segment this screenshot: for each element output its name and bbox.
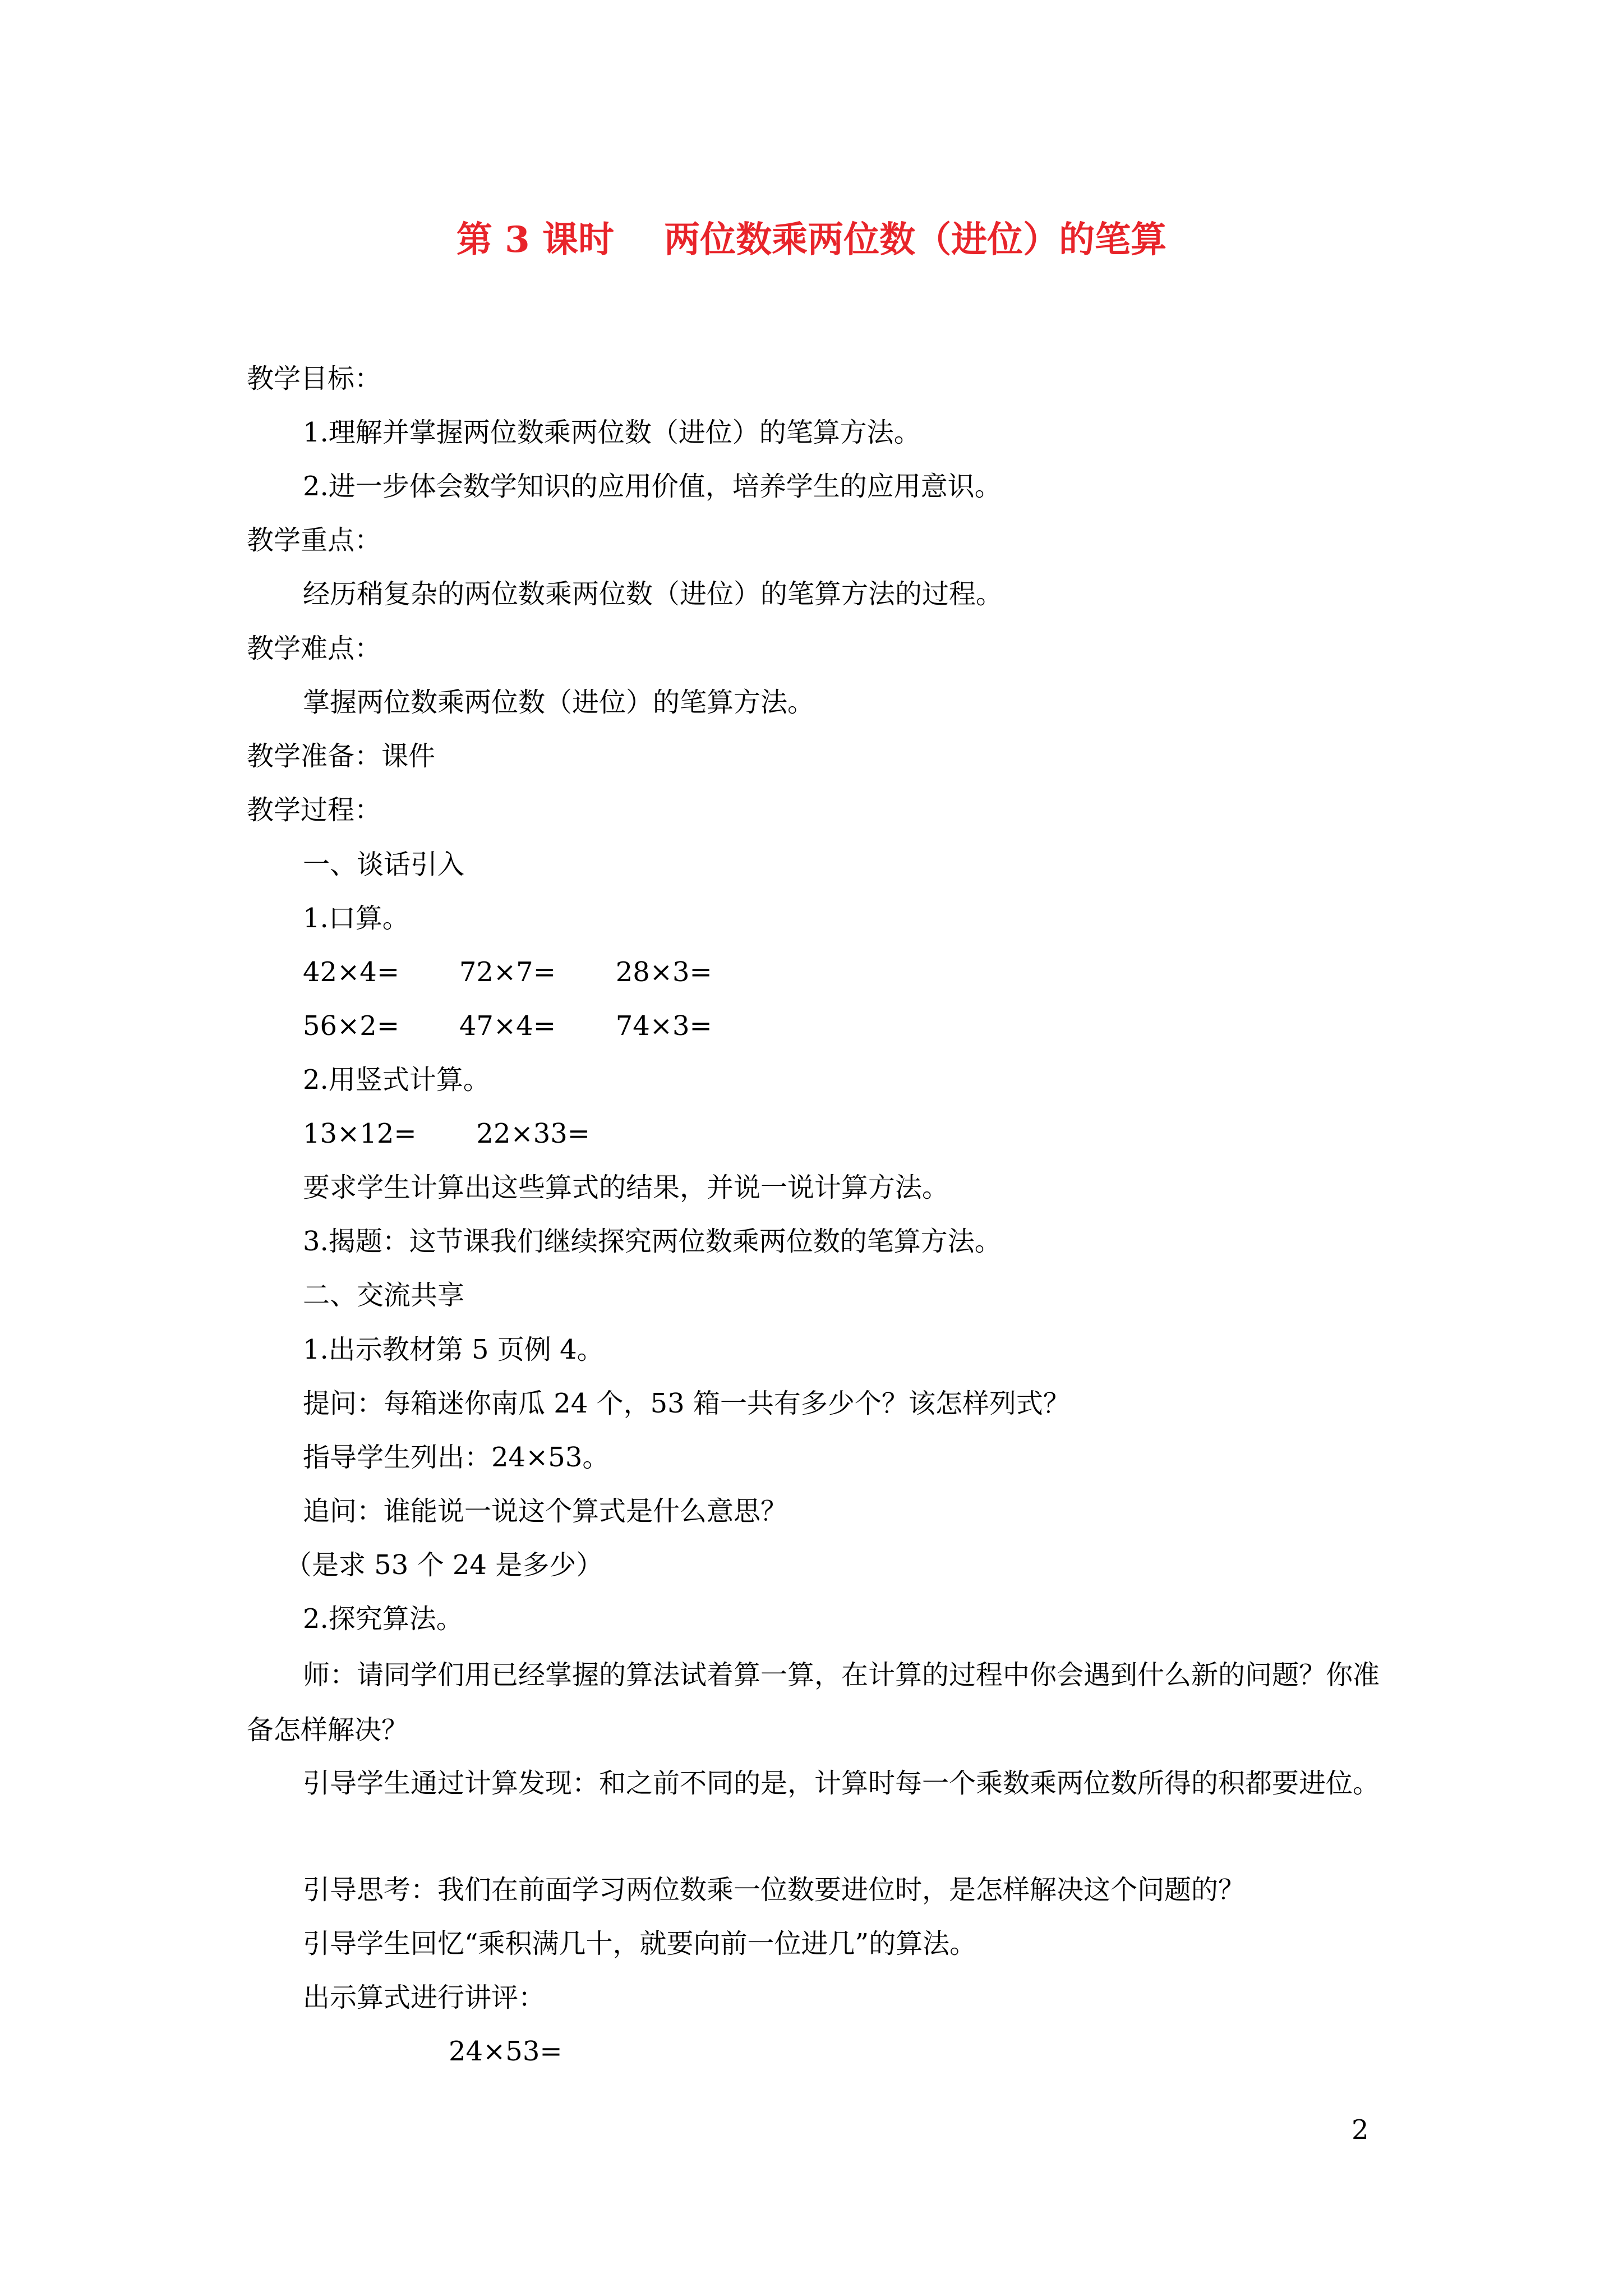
answer-note: （是求 53 个 24 是多少）: [285, 1549, 603, 1581]
discovery-paragraph: 引导学生通过计算发现：和之前不同的是，计算时每一个乘数乘两位数所得的积都要进位。: [303, 1768, 1380, 1799]
heading-objectives: 教学目标：: [247, 363, 382, 394]
vertical-calc-row: 13×12= 22×33=: [303, 1118, 590, 1149]
teacher-prompt-paragraph: 师：请同学们用已经掌握的算法试着算一算，在计算的过程中你会遇到什么新的问题？你准备怎样解决？: [247, 1659, 1380, 1746]
follow-up-question: 追问：谁能说一说这个算式是什么意思？: [303, 1496, 788, 1527]
show-example-line: 1.出示教材第 5 页例 4。: [303, 1334, 604, 1365]
step-vertical-calc: 2.用竖式计算。: [303, 1064, 490, 1096]
difficulty-text: 掌握两位数乘两位数（进位）的笔算方法。: [303, 687, 815, 718]
objective-2: 2.进一步体会数学知识的应用价值，培养学生的应用意识。: [303, 471, 1002, 502]
step-explore: 2.探究算法。: [303, 1603, 463, 1635]
step-mental-math: 1.口算。: [303, 903, 409, 934]
requirement-line: 要求学生计算出这些算式的结果，并说一说计算方法。: [303, 1172, 949, 1203]
question-line: 提问：每箱迷你南瓜 24 个，53 箱一共有多少个？该怎样列式？: [303, 1388, 1070, 1419]
reveal-topic-line: 3.揭题：这节课我们继续探究两位数乘两位数的笔算方法。: [303, 1226, 1002, 1257]
key-point-text: 经历稍复杂的两位数乘两位数（进位）的笔算方法的过程。: [303, 578, 1003, 610]
heading-key-points: 教学重点：: [247, 524, 382, 556]
heading-process: 教学过程：: [247, 794, 382, 826]
objective-1: 1.理解并掌握两位数乘两位数（进位）的笔算方法。: [303, 417, 921, 448]
section-2-heading: 二、交流共享: [303, 1280, 465, 1311]
lesson-title: 第 3 课时 两位数乘两位数（进位）的笔算: [456, 219, 1167, 261]
heading-difficulties: 教学难点：: [247, 633, 382, 664]
guide-expression-line: 指导学生列出：24×53。: [303, 1442, 610, 1473]
section-1-heading: 一、谈话引入: [303, 849, 465, 880]
show-expression-line: 出示算式进行讲评：: [303, 1982, 546, 2013]
page-number: 2: [1352, 2114, 1369, 2146]
expression-24x53: 24×53=: [449, 2036, 562, 2067]
recall-rule-line: 引导学生回忆“乘积满几十，就要向前一位进几”的算法。: [303, 1928, 977, 1959]
mental-math-row-1: 42×4= 72×7= 28×3=: [303, 956, 712, 988]
mental-math-row-2: 56×2= 47×4= 74×3=: [303, 1010, 712, 1042]
guided-thinking-line: 引导思考：我们在前面学习两位数乘一位数要进位时，是怎样解决这个问题的？: [303, 1874, 1246, 1906]
preparation-line: 教学准备：课件: [247, 740, 436, 772]
